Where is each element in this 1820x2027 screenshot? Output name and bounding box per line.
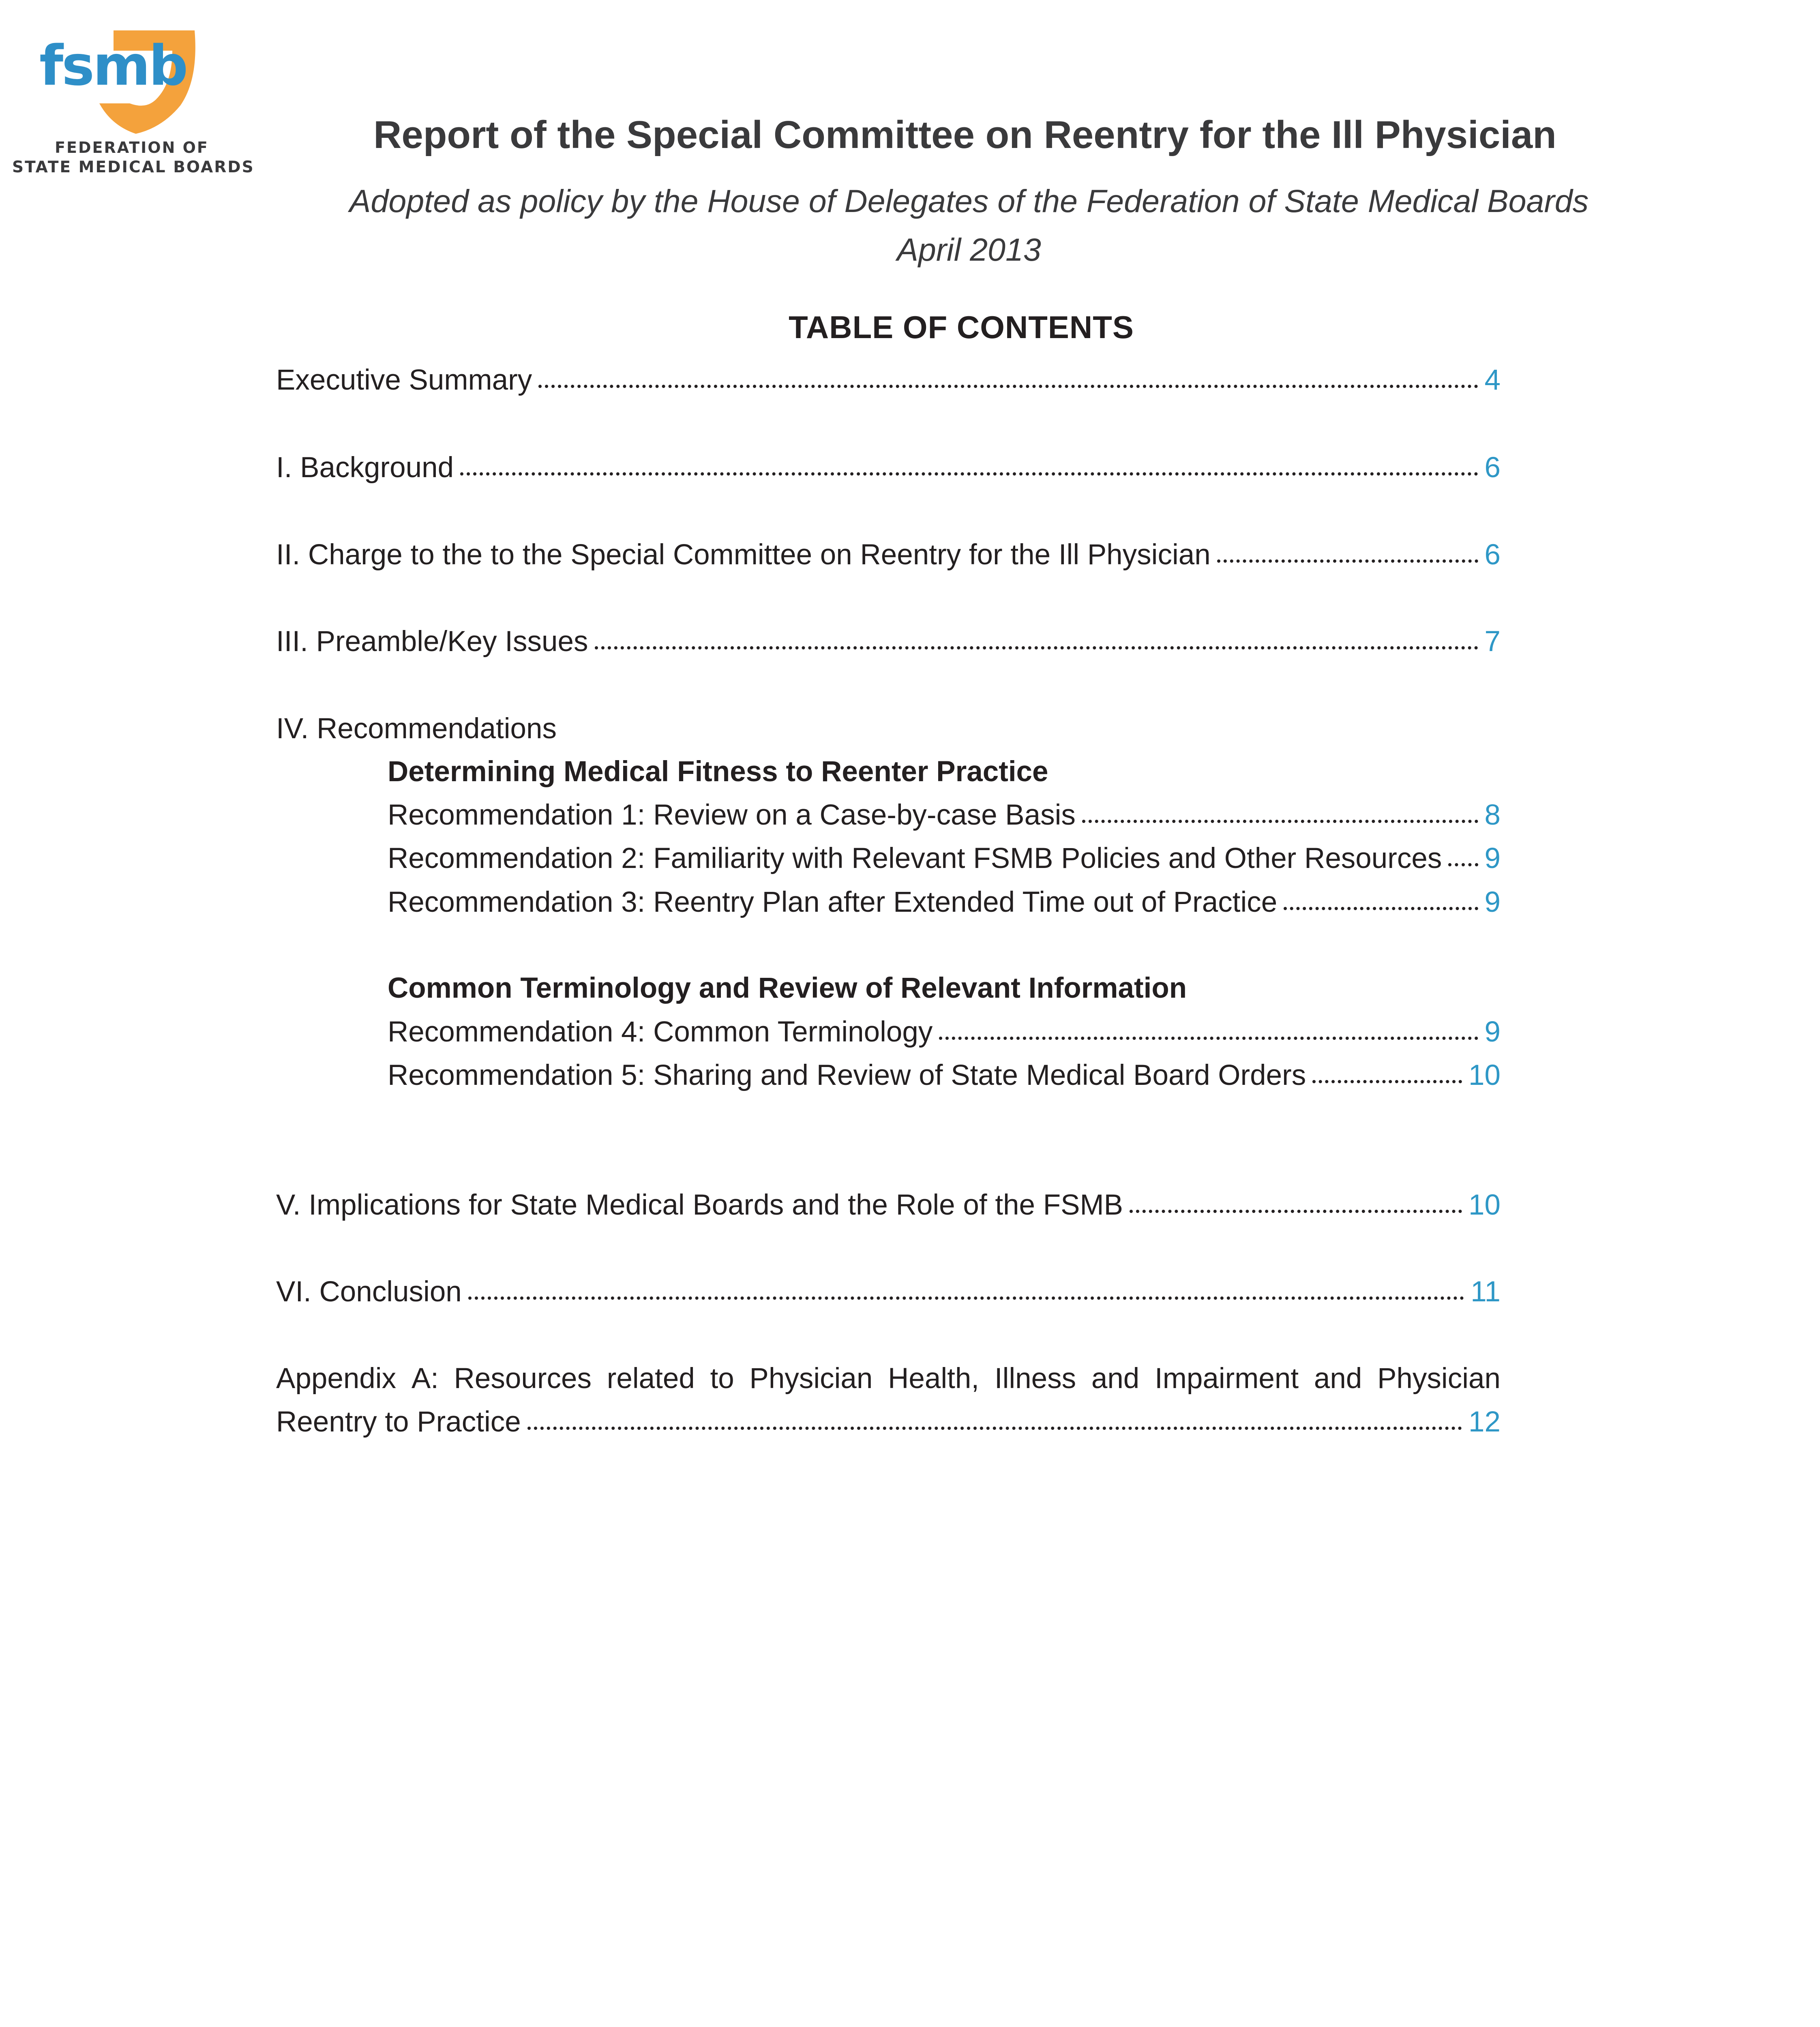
toc-page-number[interactable]: 10 <box>1468 1189 1501 1221</box>
appendix-word: Resources <box>454 1363 592 1395</box>
document-subtitle: Adopted as policy by the House of Delegates of the Federation of State Medical Boards <box>349 183 1589 219</box>
toc-page-number[interactable]: 9 <box>1484 1016 1501 1048</box>
toc-entry-label: Recommendation 1: Review on a Case-by-case Basis <box>388 799 1076 831</box>
dot-leader <box>527 1427 1462 1430</box>
toc-group-heading-common-terminology: Common Terminology and Review of Relevant Information <box>388 972 1187 1004</box>
dot-leader <box>1448 863 1478 866</box>
toc-heading: TABLE OF CONTENTS <box>789 309 1134 345</box>
appendix-word: A: <box>411 1363 439 1395</box>
toc-entry-recommendation-3[interactable] <box>388 888 1501 917</box>
dot-leader <box>538 385 1478 388</box>
toc-entry-preamble[interactable] <box>276 627 1501 656</box>
toc-entry-label: Recommendation 4: Common Terminology <box>388 1016 933 1048</box>
dot-leader <box>1217 559 1478 563</box>
toc-entry-recommendation-5[interactable] <box>388 1061 1501 1090</box>
toc-entry-label: V. Implications for State Medical Boards and the Role of the FSMB <box>276 1189 1123 1221</box>
appendix-word: Physician <box>749 1363 873 1395</box>
appendix-word: and <box>1314 1363 1362 1395</box>
appendix-word: related <box>607 1363 695 1395</box>
toc-entry-label: III. Preamble/Key Issues <box>276 626 588 658</box>
toc-entry-label: Executive Summary <box>276 364 532 396</box>
appendix-word: Impairment <box>1155 1363 1299 1395</box>
appendix-word: Physician <box>1377 1363 1501 1395</box>
toc-entry-background[interactable] <box>276 453 1501 482</box>
toc-entry-recommendation-4[interactable] <box>388 1018 1501 1046</box>
logo-wordmark: fsmb <box>39 34 187 98</box>
appendix-word: Illness <box>994 1363 1076 1395</box>
toc-entry-conclusion[interactable] <box>276 1277 1501 1306</box>
dot-leader <box>595 646 1478 649</box>
toc-entry-appendix-line-2[interactable] <box>276 1408 1501 1436</box>
toc-page-number[interactable]: 12 <box>1468 1406 1501 1438</box>
dot-leader <box>1082 820 1478 823</box>
toc-entry-recommendations[interactable]: IV. Recommendations <box>276 713 557 745</box>
toc-entry-implications[interactable] <box>276 1191 1501 1219</box>
dot-leader <box>1130 1210 1462 1213</box>
toc-page-number[interactable]: 9 <box>1484 886 1501 918</box>
dot-leader <box>460 472 1478 476</box>
toc-page-number[interactable]: 10 <box>1468 1059 1501 1091</box>
document-title: Report of the Special Committee on Reentry for the Ill Physician <box>373 113 1556 156</box>
appendix-word: and <box>1091 1363 1140 1395</box>
toc-page-number[interactable]: 6 <box>1484 539 1501 571</box>
toc-entry-label: Recommendation 2: Familiarity with Relevant FSMB Policies and Other Resources <box>388 842 1442 874</box>
toc-page-number[interactable]: 4 <box>1484 364 1501 396</box>
toc-entry-recommendation-1[interactable] <box>388 801 1501 829</box>
toc-group-heading-medical-fitness: Determining Medical Fitness to Reenter Practice <box>388 756 1048 788</box>
toc-entry-label: Reentry to Practice <box>276 1406 521 1438</box>
appendix-word: Appendix <box>276 1363 397 1395</box>
toc-entry-label: Recommendation 5: Sharing and Review of State Medical Board Orders <box>388 1059 1306 1091</box>
toc-entry-charge[interactable] <box>276 540 1501 569</box>
dot-leader <box>939 1037 1478 1040</box>
toc-page-number[interactable]: 11 <box>1471 1276 1501 1308</box>
toc-entry-label: Recommendation 3: Reentry Plan after Extended Time out of Practice <box>388 886 1278 918</box>
toc-entry-executive-summary[interactable] <box>276 366 1501 394</box>
dot-leader <box>468 1296 1464 1300</box>
toc-entry-label: I. Background <box>276 452 454 484</box>
toc-entry-appendix-line-1[interactable] <box>276 1364 1501 1393</box>
toc-page-number[interactable]: 9 <box>1484 842 1501 874</box>
appendix-word: Health, <box>888 1363 980 1395</box>
dot-leader <box>1284 907 1478 910</box>
document-date: April 2013 <box>897 231 1041 268</box>
toc-entry-label: II. Charge to the to the Special Committee on Reentry for the Ill Physician <box>276 539 1211 571</box>
appendix-word: to <box>710 1363 734 1395</box>
toc-page-number[interactable]: 8 <box>1484 799 1501 831</box>
toc-entry-label: VI. Conclusion <box>276 1276 462 1308</box>
toc-page-number[interactable]: 6 <box>1484 452 1501 484</box>
toc-entry-recommendation-2[interactable] <box>388 844 1501 873</box>
dot-leader <box>1312 1080 1462 1083</box>
toc-page-number[interactable]: 7 <box>1484 626 1501 658</box>
logo-org-line-1: FEDERATION OF <box>55 139 209 156</box>
logo-org-line-2: STATE MEDICAL BOARDS <box>12 158 255 176</box>
